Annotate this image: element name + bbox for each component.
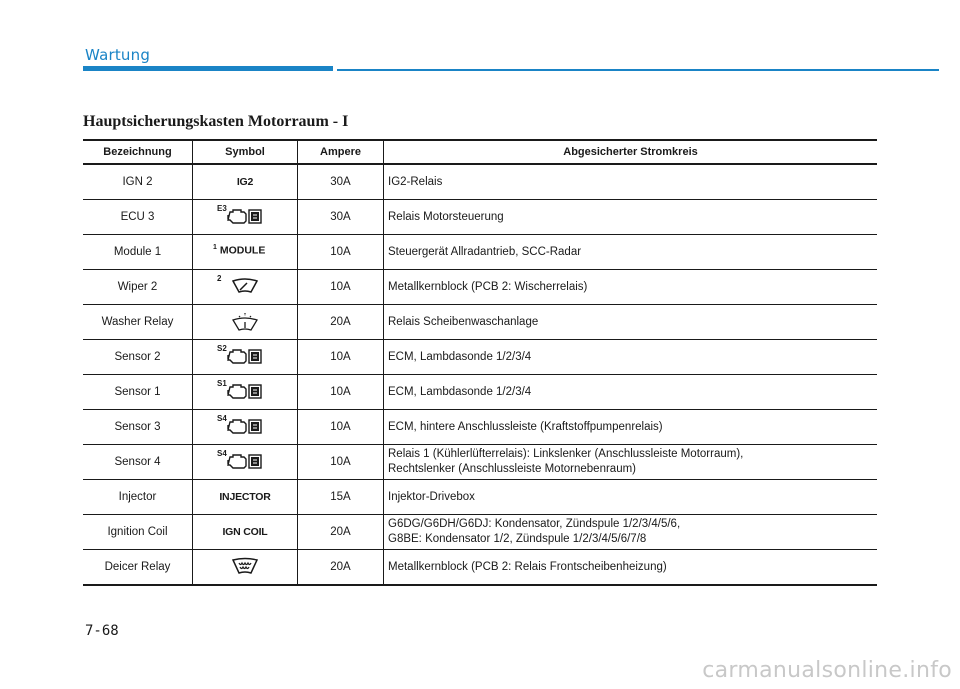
column-header: Bezeichnung	[83, 140, 193, 164]
fuse-ampere: 10A	[298, 410, 384, 445]
fuse-symbol	[193, 515, 298, 550]
column-header: Abgesicherter Stromkreis	[384, 140, 878, 164]
fuse-ampere: 20A	[298, 305, 384, 340]
fuse-symbol	[193, 375, 298, 410]
fuse-circuit: IG2-Relais	[384, 164, 878, 200]
fuse-name: Injector	[83, 480, 193, 515]
table-row	[83, 445, 877, 480]
fuse-circuit: Metallkernblock (PCB 2: Relais Frontscheibenheizung)	[384, 550, 878, 586]
symbol-superscript: 2	[217, 274, 222, 283]
engine-sensor-icon	[227, 452, 263, 473]
symbol-superscript: S2	[217, 344, 227, 353]
fuse-ampere: 20A	[298, 515, 384, 550]
engine-ecu-icon	[227, 207, 263, 228]
table-row	[83, 200, 877, 235]
engine-sensor-icon	[227, 417, 263, 438]
fuse-name: Sensor 3	[83, 410, 193, 445]
fuse-symbol	[193, 340, 298, 375]
page-number: 7-68	[85, 623, 119, 639]
fuse-ampere: 10A	[298, 235, 384, 270]
fuse-ampere: 10A	[298, 445, 384, 480]
fuse-circuit: Relais 1 (Kühlerlüfterrelais): Linkslenker (Anschlussleiste Motorraum), Rechtslenker (Anschlussleiste Motornebenraum)	[384, 445, 878, 480]
fuse-name: Sensor 1	[83, 375, 193, 410]
fuse-circuit: Steuergerät Allradantrieb, SCC-Radar	[384, 235, 878, 270]
table-row	[83, 164, 877, 200]
fuse-ampere: 10A	[298, 270, 384, 305]
fuse-name: Sensor 4	[83, 445, 193, 480]
symbol-superscript: S4	[217, 414, 227, 423]
fuse-circuit: ECM, Lambdasonde 1/2/3/4	[384, 340, 878, 375]
fuse-ampere: 10A	[298, 375, 384, 410]
symbol-superscript: E3	[217, 204, 227, 213]
fuse-name: IGN 2	[83, 164, 193, 200]
column-header: Ampere	[298, 140, 384, 164]
fuse-ampere: 30A	[298, 200, 384, 235]
fuse-name: ECU 3	[83, 200, 193, 235]
fuse-ampere: 30A	[298, 164, 384, 200]
table-row	[83, 550, 877, 586]
fuse-name: Module 1	[83, 235, 193, 270]
table-row	[83, 235, 877, 270]
fuse-symbol	[193, 235, 298, 270]
table-row	[83, 515, 877, 550]
table-header-row	[83, 140, 877, 164]
page-title: Hauptsicherungskasten Motorraum - I	[83, 113, 349, 130]
symbol-label: $^1$ MODULE	[213, 244, 266, 257]
column-header: Symbol	[193, 140, 298, 164]
fuse-name: Deicer Relay	[83, 550, 193, 586]
table-row	[83, 340, 877, 375]
table-row	[83, 480, 877, 515]
fuse-symbol	[193, 410, 298, 445]
washer-icon	[230, 312, 260, 335]
table-row	[83, 410, 877, 445]
symbol-label: INJECTOR	[219, 491, 271, 503]
symbol-label: IGN COIL	[222, 526, 268, 538]
fuse-symbol	[193, 305, 298, 340]
symbol-label: IG2	[236, 176, 254, 188]
fuse-ampere: 10A	[298, 340, 384, 375]
watermark: carmanualsonline.info	[702, 658, 952, 683]
fuse-name: Ignition Coil	[83, 515, 193, 550]
engine-sensor-icon	[227, 382, 263, 403]
fuse-symbol	[193, 270, 298, 305]
fuse-table	[83, 139, 877, 586]
fuse-symbol	[193, 550, 298, 586]
fuse-name: Wiper 2	[83, 270, 193, 305]
fuse-symbol	[193, 164, 298, 200]
fuse-circuit: Relais Scheibenwaschanlage	[384, 305, 878, 340]
deicer-icon	[230, 557, 260, 578]
fuse-circuit: G6DG/G6DH/G6DJ: Kondensator, Zündspule 1/2/3/4/5/6, G8BE: Kondensator 1/2, Zündspule 1/2/3/4/5/6/7/8	[384, 515, 878, 550]
fuse-circuit: Injektor-Drivebox	[384, 480, 878, 515]
fuse-ampere: 15A	[298, 480, 384, 515]
header-rule-thick	[83, 66, 333, 71]
fuse-symbol	[193, 480, 298, 515]
table-row	[83, 305, 877, 340]
table-row	[83, 270, 877, 305]
fuse-circuit: Relais Motorsteuerung	[384, 200, 878, 235]
fuse-name: Washer Relay	[83, 305, 193, 340]
engine-sensor-icon	[227, 347, 263, 368]
table-row	[83, 375, 877, 410]
fuse-symbol	[193, 200, 298, 235]
fuse-circuit: ECM, hintere Anschlussleiste (Kraftstoffpumpenrelais)	[384, 410, 878, 445]
fuse-circuit: Metallkernblock (PCB 2: Wischerrelais)	[384, 270, 878, 305]
wiper-icon	[230, 277, 260, 298]
header-rule-thin	[337, 69, 939, 71]
fuse-symbol	[193, 445, 298, 480]
fuse-circuit: ECM, Lambdasonde 1/2/3/4	[384, 375, 878, 410]
section-label: Wartung	[85, 46, 151, 64]
fuse-name: Sensor 2	[83, 340, 193, 375]
symbol-superscript: S4	[217, 449, 227, 458]
fuse-ampere: 20A	[298, 550, 384, 586]
symbol-superscript: S1	[217, 379, 227, 388]
